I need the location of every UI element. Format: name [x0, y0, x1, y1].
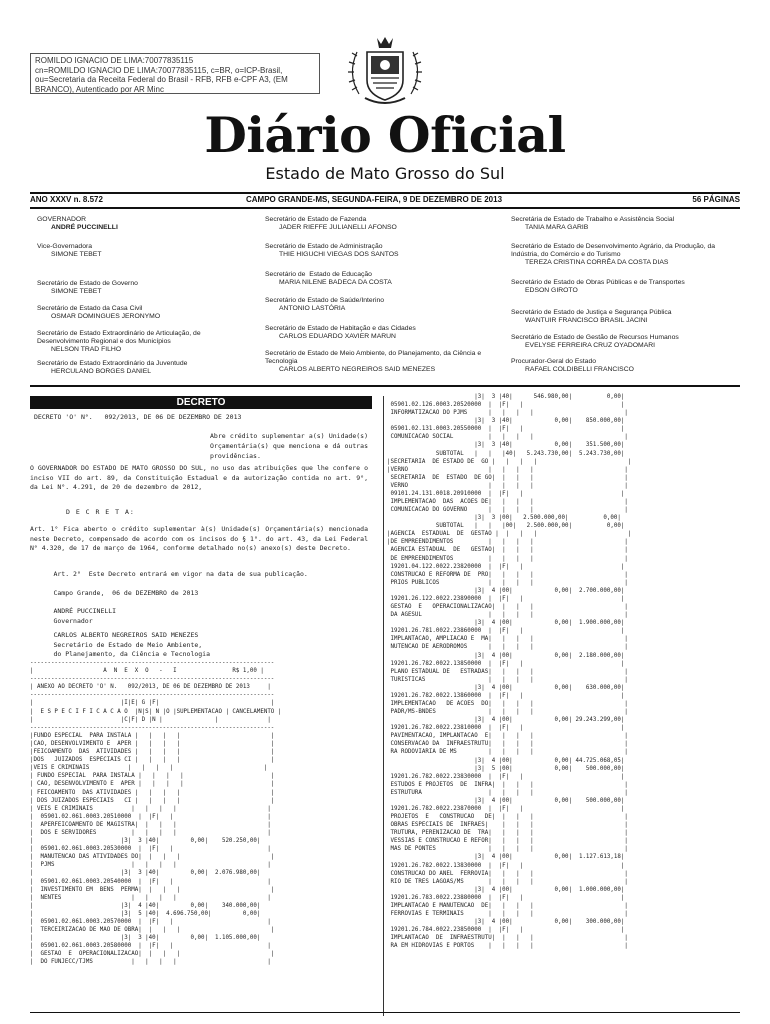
- authority-name: CARLOS EDUARDO XAVIER MARUN: [279, 333, 396, 341]
- authority-entry: [37, 305, 247, 321]
- decree-preamble: O GOVERNADOR DO ESTADO DE MATO GROSSO DO SUL, no uso das atribuições que lhe confere o inciso VII do art. 89, da Constituição Estadual e da autorização contida no art. 9°, da Lei N°. 4.291, de 20 de dezembro de 2012,: [30, 464, 368, 491]
- authority-entry: [37, 216, 247, 232]
- certificate-line: BRANCO), Autenticado por AR Minc: [35, 84, 164, 94]
- authority-name: SIMONE TEBET: [51, 288, 102, 296]
- decree-heading: DECRETO 'O' N°. 092/2013, DE 06 DE DEZEMBRO DE 2013: [34, 413, 242, 421]
- authority-role: Secretário de Estado de Meio Ambiente, do Planejamento, da Ciência e Tecnologia: [265, 350, 483, 366]
- authority-entry: [37, 360, 247, 376]
- authority-name: EVELYSE FERREIRA CRUZ OYADOMARI: [525, 342, 656, 350]
- authority-entry: [265, 271, 485, 287]
- certificate-line: cn=ROMILDO IGNACIO DE LIMA:70077835115, c=BR, o=ICP-Brasil,: [35, 65, 283, 75]
- authority-name: HERCULANO BORGES DANIEL: [51, 368, 152, 376]
- secretary-signature: CARLOS ALBERTO NEGREIROS SAID MENEZES Secretário de Estado de Meio Ambiente, do Planejamento, da Ciência e Tecnologia: [53, 631, 211, 658]
- authority-entry: [37, 280, 247, 296]
- authority-name: ANTONIO LASTÓRIA: [279, 305, 346, 313]
- authority-name: EDSON GIROTO: [525, 287, 578, 295]
- authority-role: Secretário de Estado de Desenvolvimento Agrário, da Produção, da Indústria, do Comércio e do Turismo: [511, 243, 717, 259]
- authority-name: MARIA NILENE BADECA DA COSTA: [279, 279, 392, 287]
- authority-name: SIMONE TEBET: [51, 251, 102, 259]
- newspaper-title: Diário Oficial: [204, 106, 566, 164]
- authority-role: Secretário de Estado de Justiça e Segurança Pública: [511, 309, 672, 316]
- authority-entry: [37, 330, 247, 355]
- authority-entry: [511, 243, 726, 268]
- state-coat-of-arms-icon: [343, 34, 427, 110]
- divider: [30, 207, 740, 209]
- authority-name: CARLOS ALBERTO NEGREIROS SAID MENEZES: [279, 366, 436, 374]
- authority-role: Secretário de Estado Extraordinário de Articulação, de Desenvolvimento Regional e dos Municípios: [37, 330, 203, 346]
- authority-role: Procurador-Geral do Estado: [511, 358, 597, 365]
- authority-entry: [265, 350, 485, 375]
- authority-entry: [265, 216, 485, 232]
- authority-role: Secretário de Estado de Governo: [37, 280, 138, 287]
- authority-role: Secretário de Estado de Habitação e das Cidades: [265, 325, 416, 332]
- annex-table-left: ---------------------------------------------------------------------- | A N E X O - I R$ 1,00 | ---------------------------------------------------------------------- | ANEXO AO DECRETO 'O' N. 092/2013, DE 06 DE DEZEMBRO DE 2013 | ---------------------------------------------------------------------- | |I|E| G |F| | | E S P E C I F I C A C A O |N|S| N |O |SUPLEMENTACAO | CANCELAMENTO | | |C|F| D |N | | | ---------------------------------------------------------------------- |FUNDO ESPECIAL PARA INSTALA | | | | | |CAO, DESENVOLVIMENTO E APER | | | | | |FEICOAMENTO DAS ATIVIDADES | | | | | |DOS JUIZADOS ESPECIAIS CI | | | | | |VEIS E CRIMINAIS | | | | | | FUNDO ESPECIAL PARA INSTALA | | | | | | CAO, DESENVOLVIMENTO E APER | | | | | | FEICOAMENTO DAS ATIVIDADES | | | | | | DOS JUIZADOS ESPECIAIS CI | | | | | | VEIS E CRIMINAIS | | | | | | 05901.02.061.0003.20510000 | |F| | | | APERFEICOAMENTO DE MAGISTRA| | | | | | DOS E SERVIDORES | | | | | | |3| 3 |40| 0,00| 520.250,00| | 05901.02.061.0003.20530000 | |F| | | | MANUTENCAO DAS ATIVIDADES DO| | | | | | PJMS | | | | | | |3| 3 |40| 0,00| 2.076.980,00| | 05901.02.061.0003.20540000 | |F| | | | INVESTIMENTO EM BENS PERMA| | | | | | NENTES | | | | | | |3| 4 |40| 0,00| 340.000,00| | |3| 5 |40| 4.696.750,00| 0,00| | 05901.02.061.0003.20570000 | |F| | | | TERCEIRIZACAO DE MAO DE OBRA| | | | | | |3| 3 |40| 0,00| 1.105.000,00| | 05901.02.061.0003.20580000 | |F| | | | GESTAO E OPERACIONALIZACAO| | | | | | DO FUNJECC/TJMS | | | | |: [30, 660, 282, 966]
- authority-name: JADER RIEFFE JULIANELLI AFONSO: [279, 224, 397, 232]
- authority-entry: [511, 358, 726, 374]
- certificate-line: ROMILDO IGNACIO DE LIMA:70077835115: [35, 56, 194, 65]
- authority-name: TEREZA CRISTINA CORRÊA DA COSTA DIAS: [525, 259, 669, 267]
- authority-role: Secretário de Estado de Saúde/Interino: [265, 297, 385, 304]
- dateline: CAMPO GRANDE-MS, SEGUNDA-FEIRA, 9 DE DEZEMBRO DE 2013: [246, 195, 503, 204]
- edition-number: ANO XXXV n. 8.572: [30, 195, 103, 204]
- authority-role: Secretária de Estado de Trabalho e Assistência Social: [511, 216, 675, 223]
- decree-article-1: Art. 1° Fica aberto o crédito suplementar à(s) Unidade(s) Orçamentária(s) mencionada neste Decreto, compensado de acordo com os incisos do § 1°. do art. 43, da Lei Federal N° 4.320, de 17 de março de 1964, conforme detalhado no(s) anexo(s) deste Decreto.: [30, 525, 368, 552]
- authority-role: Secretário de Estado de Educação: [265, 271, 372, 278]
- annex-table-right: |3| 3 |40| 546.980,00| 0,00| 05901.02.126.0003.20520000 | |F| | | INFORMATIZACAO DO PJMS | | | | | |3| 3 |40| 0,00| 850.000,00| 05901.02.131.0003.20550000 | |F| | | COMUNICACAO SOCIAL | | | | | |3| 3 |40| 0,00| 351.500,00| SUBTOTAL | | |40| 5.243.730,00| 5.243.730,00| |SECRETARIA DE ESTADO DE GO | | | | | |VERNO | | | | | SECRETARIA DE ESTADO DE GO| | | | | VERNO | | | | | 09101.24.131.0018.20910000 | |F| | | IMPLEMENTACAO DAS ACOES DE| | | | | COMUNICACAO DO GOVERNO | | | | | |3| 3 |00| 2.500.000,00| 0,00| SUBTOTAL | | |00| 2.500.000,00| 0,00| |AGENCIA ESTADUAL DE GESTAO | | | | | |DE EMPREENDIMENTOS | | | | | AGENCIA ESTADUAL DE GESTAO| | | | | DE EMPREENDIMENTOS | | | | | 19201.04.122.0022.23820000 | |F| | | CONSTRUCAO E REFORMA DE PRO| | | | | PRIOS PUBLICOS | | | | | |3| 4 |00| 0,00| 2.700.000,00| 19201.26.122.0022.23890000 | |F| | | GESTAO E OPERACIONALIZACAO| | | | | DA AGESUL | | | | | |3| 4 |00| 0,00| 1.900.000,00| 19201.26.781.0022.23860000 | |F| | | IMPLANTACAO, AMPLIACAO E MA| | | | | NUTENCAO DE AERODROMOS | | | | | |3| 4 |00| 0,00| 2.180.000,00| 19201.26.782.0022.13850000 | |F| | | PLANO ESTADUAL DE ESTRADAS| | | | | TURISTICAS | | | | | |3| 4 |00| 0,00| 630.000,00| 19201.26.782.0022.13860000 | |F| | | IMPLEMENTACAO DE ACOES DO| | | | | PADR/MS-BNDES | | | | | |3| 4 |00| 0,00| 29.243.299,00| 19201.26.782.0022.23810000 | |F| | | PAVIMENTACAO, IMPLANTACAO E| | | | | CONSERVACAO DA INFRAESTRUTU| | | | | RA RODOVIARIA DE MS | | | | | |3| 4 |00| 0,00| 44.725.068,05| |3| 5 |00| 0,00| 500.000,00| 19201.26.782.0022.23830000 | |F| | | ESTUDOS E PROJETOS DE INFRA| | | | | ESTRUTURA | | | | | |3| 4 |00| 0,00| 500.000,00| 19201.26.782.0022.23870000 | |F| | | PROJETOS E CONSTRUCAO DE| | | | | OBRAS ESPECIAIS DE INFRAES| | | | | TRUTURA, PERENIZACAO DE TRA| | | | | VESSIAS E CONSTRUCAO E REFOR| | | | | MAS DE PONTES | | | | | |3| 4 |00| 0,00| 1.127.613,18| 19201.26.782.0022.13830000 | |F| | | CONSTRUCAO DO ANEL FERROVIA| | | | | RIO DE TRES LAGOAS/MS | | | | | |3| 4 |00| 0,00| 1.000.000,00| 19201.26.783.0022.23880000 | |F| | | IMPLANTACAO E MANUTENCAO DE| | | | | FERROVIAS E TERMINAIS | | | | | |3| 4 |00| 0,00| 300.000,00| 19201.26.784.0022.23850000 | |F| | | IMPLANTACAO DE INFRAESTRUTU| | | | | RA EM HIDROVIAS E PORTOS | | | | |: [387, 394, 632, 950]
- authority-entry: [265, 243, 485, 259]
- authority-entry: [511, 309, 726, 325]
- authority-name: THIE HIGUCHI VIEGAS DOS SANTOS: [279, 251, 399, 259]
- authority-role: Secretário de Estado Extraordinário da Juventude: [37, 360, 188, 367]
- decree-ementa: Abre crédito suplementar a(s) Unidade(s) Orçamentária(s) que menciona e dá outras providências.: [210, 432, 368, 460]
- decree-place-date: Campo Grande, 06 de DEZEMBRO de 2013: [30, 589, 199, 597]
- authority-entry: [511, 334, 726, 350]
- decree-decreta: D E C R E T A:: [66, 508, 135, 516]
- authority-name: RAFAEL COLDIBELLI FRANCISCO: [525, 366, 634, 374]
- governor-signature: ANDRÉ PUCCINELLI Governador: [53, 607, 117, 625]
- authority-name: TANIA MARA GARIB: [525, 224, 589, 232]
- authority-role: Secretário de Estado de Administração: [265, 243, 383, 250]
- authority-role: Secretário de Estado de Fazenda: [265, 216, 367, 223]
- divider: [30, 385, 740, 387]
- authority-role: Secretário de Estado de Gestão de Recursos Humanos: [511, 334, 679, 341]
- digital-signature-certificate: [30, 53, 320, 94]
- authority-role: Vice-Governadora: [37, 243, 93, 250]
- decree-article-2: Art. 2° Este Decreto entrará em vigor na data de sua publicação.: [30, 570, 308, 578]
- authority-name: NELSON TRAD FILHO: [51, 346, 122, 354]
- authority-name: OSMAR DOMINGUES JERONYMO: [51, 313, 161, 321]
- authority-entry: [511, 216, 726, 232]
- authority-role: Secretário de Estado de Obras Públicas e de Transportes: [511, 279, 685, 286]
- column-divider: [383, 396, 384, 1016]
- authority-entry: [37, 243, 247, 259]
- certificate-line: ou=Secretaria da Receita Federal do Brasil - RFB, RFB e-CPF A3, (EM: [35, 75, 288, 85]
- page-count: 56 PÁGINAS: [692, 195, 740, 204]
- authority-role: GOVERNADOR: [37, 216, 87, 223]
- divider: [30, 192, 740, 194]
- authority-name: WANTUIR FRANCISCO BRASIL JACINI: [525, 317, 648, 325]
- authority-name: ANDRÉ PUCCINELLI: [51, 224, 118, 232]
- authority-entry: [265, 325, 485, 341]
- authority-entry: [511, 279, 726, 295]
- authority-entry: [265, 297, 485, 313]
- footer-rule: [30, 1012, 740, 1013]
- authority-role: Secretário de Estado da Casa Civil: [37, 305, 143, 312]
- section-header: DECRETO: [30, 396, 372, 409]
- newspaper-subtitle: Estado de Mato Grosso do Sul: [265, 164, 505, 183]
